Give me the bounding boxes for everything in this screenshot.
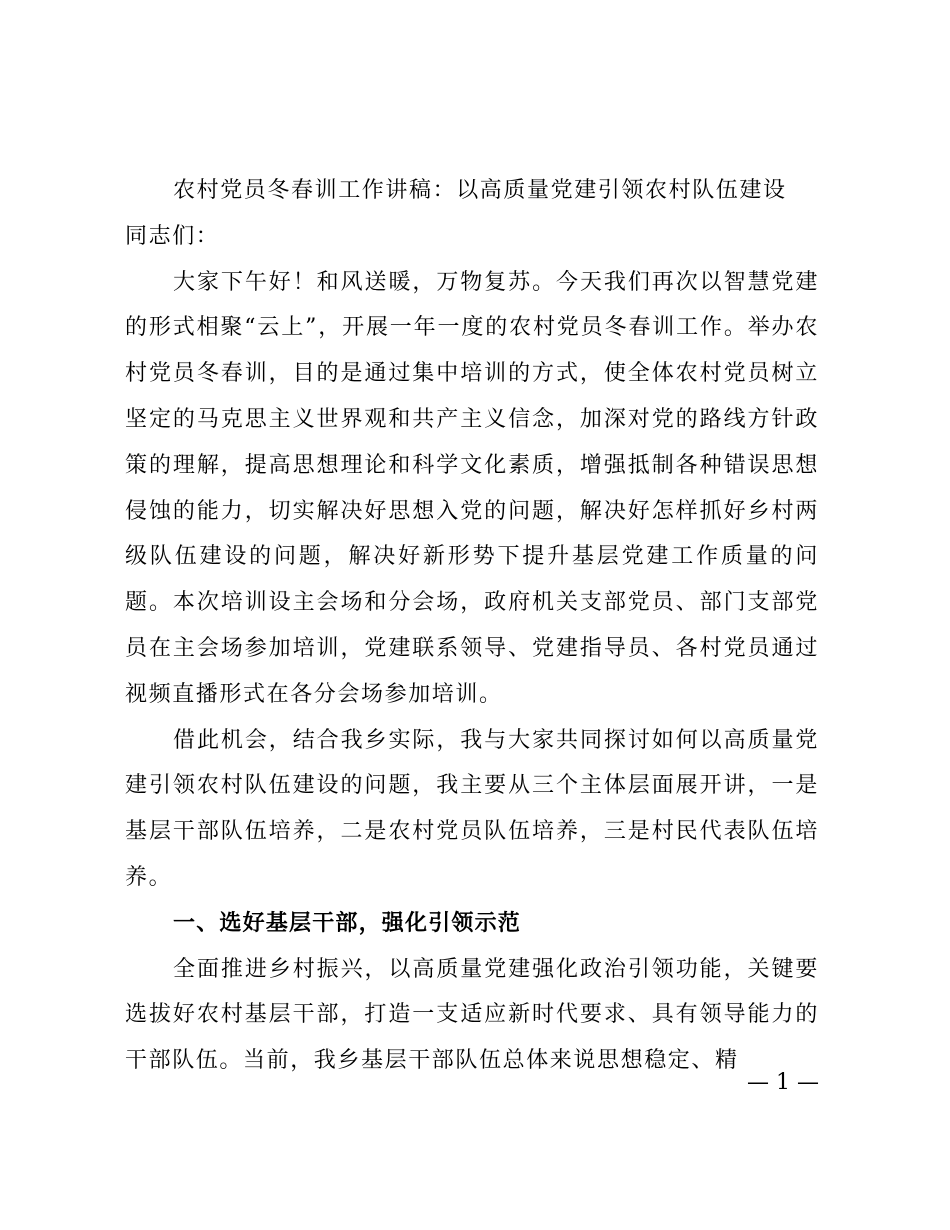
body-paragraph-outline: 借此机会，结合我乡实际，我与大家共同探讨如何以高质量党建引领农村队伍建设的问题，我主要从三个主体层面展开讲，一是基层干部队伍培养，二是农村党员队伍培养，三是村民代表队伍培养。 [125, 727, 819, 890]
section-heading-1: 一、选好基层干部，强化引领示范 [173, 910, 522, 936]
page-number: — 1 — [747, 1070, 819, 1095]
body-paragraph-opening: 大家下午好！和风送暖，万物复苏。今天我们再次以智慧党建的形式相聚“云上”，开展一年一度的农村党员冬春训工作。举办农村党员冬春训，目的是通过集中培训的方式，使全体农村党员树立坚定的马克思主义世界观和共产主义信念，加深对党的路线方针政策的理解，提高思想理论和科学文化素质，增强抵制各种错误思想侵蚀的能力，切实解决好思想入党的问题，解决好怎样抓好乡村两级队伍建设的问题，解决好新形势下提升基层党建工作质量的问题。本次培训设主会场和分会场，政府机关支部党员、部门支部党员在主会场参加培训，党建联系领导、党建指导员、各村党员通过视频直播形式在各分会场参加培训。 [125, 269, 819, 707]
document-body [125, 168, 819, 1084]
document-title: 农村党员冬春训工作讲稿：以高质量党建引领农村队伍建设 [173, 178, 787, 203]
body-paragraph-section-1: 全面推进乡村振兴，以高质量党建强化政治引领功能，关键要选拔好农村基层干部，打造一支适应新时代要求、具有领导能力的干部队伍。当前，我乡基层干部队伍总体来说思想稳定、精 [125, 956, 819, 1074]
salutation: 同志们： [125, 223, 220, 249]
